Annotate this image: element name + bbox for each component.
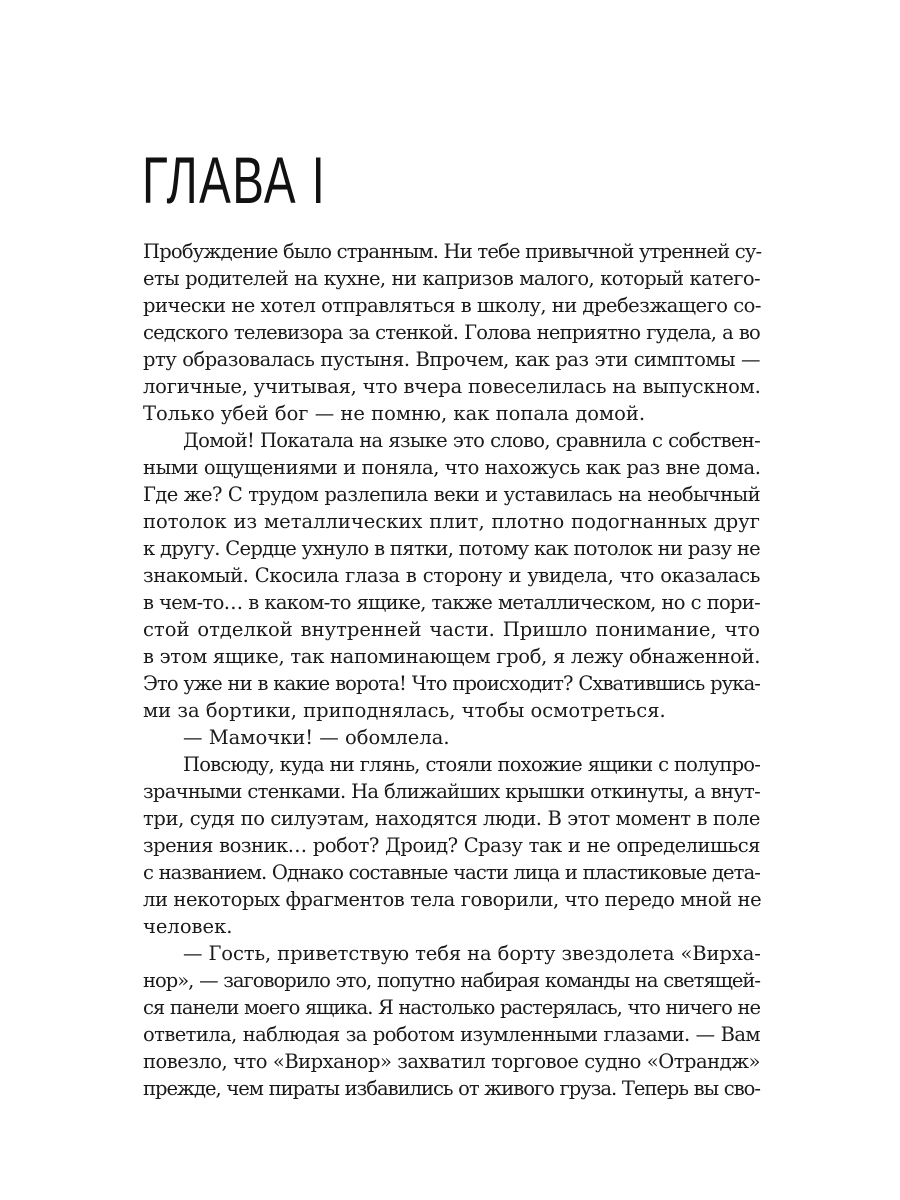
text-line: зрачными стенками. На ближайших крышки откинуты, а внут- (143, 780, 760, 803)
text-line: Домой! Покатала на языке это слово, сравнила с собствен- (183, 429, 760, 452)
text-line: ными ощущениями и поняла, что нахожусь как раз вне дома. (143, 456, 761, 479)
text-line: ли некоторых фрагментов тела говорили, что передо мной не (143, 888, 762, 911)
text-line: седского телевизора за стенкой. Голова неприятно гудела, а во (143, 321, 760, 344)
body-text (143, 238, 760, 1102)
text-line: ответила, наблюдая за роботом изумленными глазами. — Вам (143, 1023, 760, 1046)
text-line: к другу. Сердце ухнуло в пятки, потому как потолок ни разу не (143, 537, 760, 560)
text-line: рту образовалась пустыня. Впрочем, как раз эти симптомы — (143, 348, 760, 371)
text-line: зрения возник… робот? Дроид? Сразу так и не определишься (143, 834, 760, 857)
text-line: рически не хотел отправляться в школу, ни дребезжащего со- (143, 294, 761, 317)
text-line: повезло, что «Вирханор» захватил торговое судно «Отрандж» (143, 1050, 760, 1073)
text-line: нор», — заговорило это, попутно набирая команды на светящей- (143, 969, 760, 992)
text-line: в этом ящике, так напоминающем гроб, я лежу обнаженной. (143, 645, 761, 668)
text-line: с названием. Однако составные части лица и пластиковые дета- (143, 861, 760, 884)
text-line: ся панели моего ящика. Я настолько растерялась, что ничего не (143, 996, 760, 1019)
text-line: потолок из металлических плит, плотно подогнанных друг (143, 510, 760, 533)
text-line: человек. (143, 915, 233, 938)
text-line: Это уже ни в какие ворота! Что происходит? Схватившись рука- (143, 672, 760, 695)
text-line: Повсюду, куда ни глянь, стояли похожие ящики с полупро- (183, 753, 760, 776)
text-line: Пробуждение было странным. Ни тебе привычной утренней су- (143, 240, 762, 263)
text-line: Где же? С трудом разлепила веки и уставилась на необычный (143, 483, 760, 506)
text-line: прежде, чем пираты избавились от живого груза. Теперь вы сво- (143, 1077, 760, 1100)
text-line: — Гость, приветствую тебя на борту звездолета «Вирха- (183, 942, 761, 965)
text-line: стой отделкой внутренней части. Пришло понимание, что (143, 618, 760, 641)
text-line: три, судя по силуэтам, находятся люди. В этот момент в поле (143, 807, 760, 830)
chapter-title: ГЛАВА I (142, 143, 327, 217)
text-line: знакомый. Скосила глаза в сторону и увидела, что оказалась (143, 564, 760, 587)
text-line: ми за бортики, приподнялась, чтобы осмотреться. (143, 699, 666, 722)
text-line: логичные, учитывая, что вчера повеселилась на выпускном. (143, 375, 761, 398)
text-line: еты родителей на кухне, ни капризов малого, который катего- (143, 267, 760, 290)
text-line: — Мамочки! — обомлела. (183, 726, 450, 749)
text-line: Только убей бог — не помню, как попала домой. (143, 402, 646, 425)
text-line: в чем-то… в каком-то ящике, также металлическом, но с пори- (143, 591, 760, 614)
